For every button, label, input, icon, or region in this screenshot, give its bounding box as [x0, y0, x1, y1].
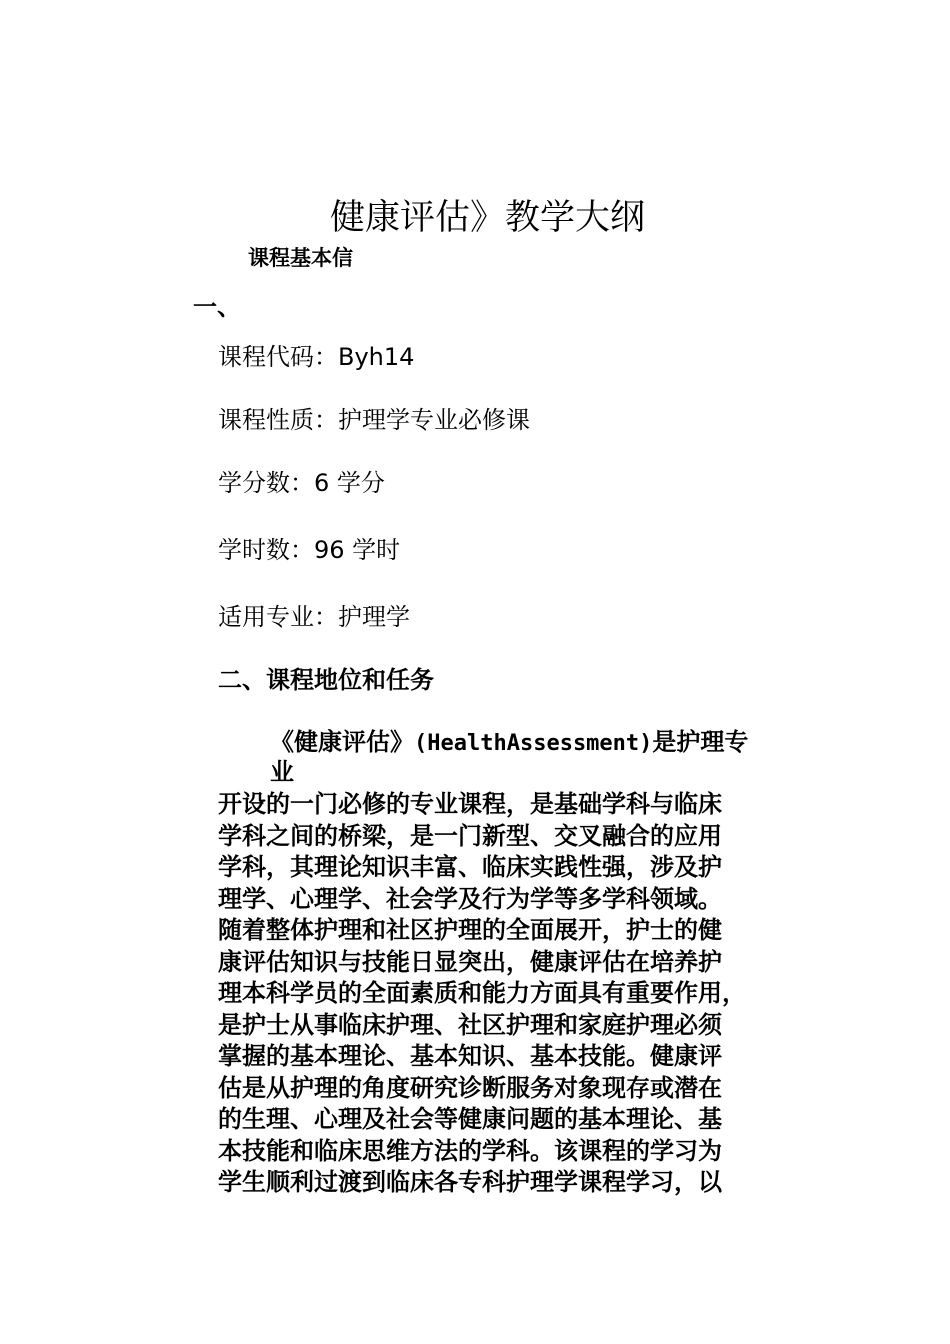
paragraph-line: 的生理、心理及社会等健康问题的基本理论、基 — [218, 1105, 722, 1133]
section-2-heading: 二、课程地位和任务 — [218, 666, 434, 694]
course-name-cn: 《健康评估》 — [270, 728, 414, 756]
paragraph-line: 学生顺利过渡到临床各专科护理学课程学习，以 — [218, 1168, 722, 1196]
course-code-field: 课程代码：Byh14 — [218, 343, 415, 371]
paragraph-line: 康评估知识与技能日显突出，健康评估在培养护 — [218, 947, 722, 976]
section-1-number: 一、 — [193, 293, 241, 321]
paragraph-line: 理学、心理学、社会学及行为学等多学科领域。 — [218, 884, 722, 913]
hours-field: 学时数：96 学时 — [218, 536, 401, 564]
paragraph-line: 本技能和临床思维方法的学科。该课程的学习为 — [218, 1136, 722, 1165]
paragraph-line: 是护士从事临床护理、社区护理和家庭护理必须 — [218, 1010, 722, 1039]
paragraph-line: 学科之间的桥梁，是一门新型、交叉融合的应用 — [218, 821, 722, 850]
course-nature-field: 课程性质：护理学专业必修课 — [218, 406, 530, 434]
paragraph-body — [218, 789, 818, 1199]
paragraph-line: 学科，其理论知识丰富、临床实践性强，涉及护 — [218, 853, 722, 881]
paragraph-line: 估是从护理的角度研究诊断服务对象现存或潜在 — [218, 1073, 722, 1102]
paragraph-first-line — [270, 727, 748, 759]
section-1-heading-text: 课程基本信 — [248, 246, 353, 268]
paragraph-line: 开设的一门必修的专业课程，是基础学科与临床 — [218, 790, 722, 818]
applicable-major-field: 适用专业：护理学 — [218, 603, 410, 631]
paragraph-line: 掌握的基本理论、基本知识、基本技能。健康评 — [218, 1042, 722, 1070]
paragraph-first-line-continuation: 业 — [270, 758, 294, 786]
first-line-tail: 是护理专 — [652, 728, 749, 756]
paragraph-line: 随着整体护理和社区护理的全面展开，护士的健 — [218, 916, 722, 944]
credits-field: 学分数：6 学分 — [218, 469, 385, 497]
course-name-latin: (HealthAssessment) — [414, 731, 653, 756]
paragraph-line: 理本科学员的全面素质和能力方面具有重要作用， — [218, 979, 746, 1007]
section-1-heading — [248, 244, 353, 268]
document-title: 健康评估》教学大纲 — [330, 198, 646, 238]
